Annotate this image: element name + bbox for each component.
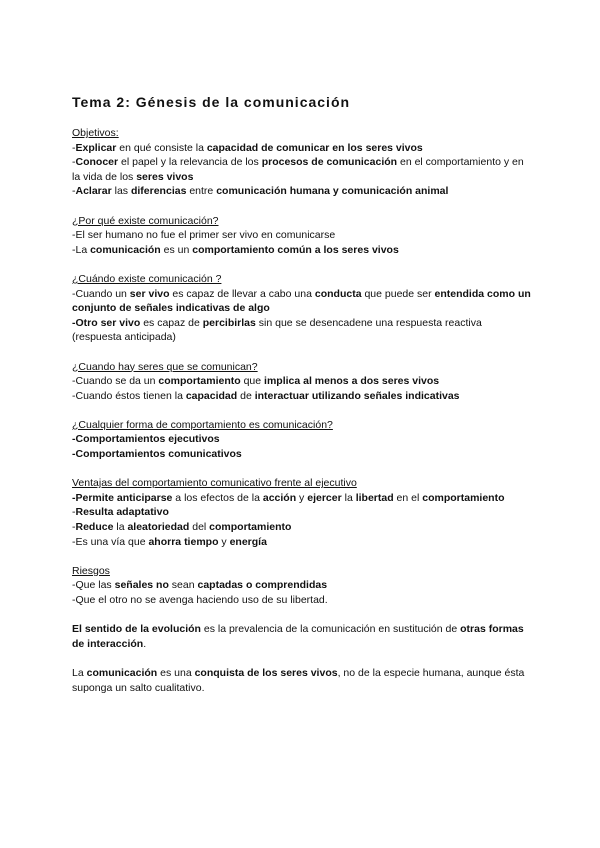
bold-text: Resulta adaptativo — [75, 506, 169, 519]
section-heading: ¿Cuando hay seres que se comunican? — [72, 360, 258, 373]
bold-text: Conocer — [75, 156, 119, 169]
document-body — [72, 126, 532, 710]
text-line — [72, 184, 532, 199]
text-line — [72, 389, 532, 404]
text-run: La — [72, 666, 87, 679]
section-heading: Ventajas del comportamiento comunicativo frente al ejecutivo — [72, 477, 357, 490]
bold-text: comportamiento — [209, 521, 292, 534]
text-line — [72, 505, 532, 520]
bold-text: comportamiento — [158, 375, 241, 388]
bold-text: energía — [229, 535, 267, 548]
bold-text: otras formas de interacción — [72, 623, 524, 650]
text-run: - — [72, 506, 76, 519]
text-run: - — [72, 521, 76, 534]
section — [72, 666, 532, 695]
section — [72, 622, 532, 651]
text-run: y — [218, 535, 230, 548]
bold-text: capacidad — [185, 389, 238, 402]
text-line — [72, 520, 532, 535]
text-line — [72, 432, 532, 447]
text-line — [72, 228, 532, 243]
section-heading: Riesgos — [72, 564, 110, 577]
bold-text: diferencias — [130, 185, 187, 198]
text-run: que puede ser — [361, 287, 435, 300]
bold-text: comportamiento común a los seres vivos — [192, 243, 399, 256]
bold-text: conquista de los seres vivos — [194, 666, 338, 679]
bold-text: ejercer — [307, 491, 342, 504]
bold-text: Aclarar — [75, 185, 112, 198]
text-run: -Cuando un — [72, 287, 130, 300]
text-line — [72, 491, 532, 506]
text-run: es una — [157, 666, 195, 679]
bold-text: -Comportamientos comunicativos — [72, 448, 242, 461]
text-run: sin que se desencadene una respuesta reactiva (respuesta anticipada) — [72, 316, 482, 344]
text-line — [72, 447, 532, 462]
text-run: y — [296, 491, 308, 504]
section-heading: ¿Cualquier forma de comportamiento es comunicación? — [72, 418, 333, 431]
text-run: - — [72, 141, 76, 154]
text-line — [72, 141, 532, 156]
bold-text: capacidad de comunicar en los seres vivos — [206, 141, 423, 154]
text-run: las — [111, 185, 131, 198]
section — [72, 476, 532, 549]
text-line — [72, 622, 532, 651]
bold-text: comunicación — [86, 666, 158, 679]
text-run: -El ser humano no fue el primer ser vivo en comunicarse — [72, 229, 336, 242]
bold-text: aleatoriedad — [127, 521, 190, 534]
section-heading: ¿Por qué existe comunicación? — [72, 214, 219, 227]
bold-text: comportamiento — [422, 491, 505, 504]
bold-text: interactuar utilizando señales indicativas — [254, 389, 460, 402]
section — [72, 360, 532, 404]
section-heading: ¿Cuándo existe comunicación ? — [72, 272, 222, 285]
section-heading: Objetivos: — [72, 127, 119, 139]
text-run: en el — [393, 491, 423, 504]
bold-text: entendida como un conjunto de señales indicativas de algo — [72, 287, 531, 315]
text-line — [72, 316, 532, 345]
text-run: es capaz de llevar a cabo una — [169, 287, 315, 300]
bold-text: procesos de comunicación — [261, 156, 398, 169]
text-run: -Cuando se da un — [72, 375, 159, 388]
text-line — [72, 155, 532, 184]
text-run: en el comportamiento y en la vida de los — [72, 156, 524, 183]
section — [72, 272, 532, 345]
document-title: Tema 2: Génesis de la comunicación — [72, 94, 351, 110]
text-run: en qué consiste la — [116, 141, 207, 154]
bold-text: -Comportamientos ejecutivos — [72, 433, 220, 446]
text-run: entre — [186, 185, 217, 198]
section — [72, 564, 532, 608]
text-run: la — [113, 521, 128, 534]
text-run: de — [237, 389, 255, 402]
bold-text: -Permite anticiparse — [72, 491, 173, 504]
text-run: es la prevalencia de la comunicación en sustitución de — [200, 623, 461, 636]
section — [72, 418, 532, 462]
bold-text: Reduce — [75, 521, 114, 534]
bold-text: ser vivo — [129, 287, 170, 300]
bold-text: libertad — [355, 491, 394, 504]
text-line — [72, 535, 532, 550]
text-run: el papel y la relevancia de los — [118, 156, 262, 169]
section — [72, 214, 532, 258]
text-run: , no de la especie humana, aunque ésta suponga un salto cualitativo. — [72, 666, 525, 694]
text-run: sean — [168, 579, 198, 592]
bold-text: ahorra tiempo — [148, 535, 219, 548]
bold-text: El sentido de la evolución — [72, 623, 201, 636]
text-run: la — [341, 491, 356, 504]
bold-text: conducta — [314, 287, 362, 300]
bold-text: señales no — [114, 579, 169, 592]
text-run: es capaz de — [140, 316, 203, 329]
bold-text: acción — [262, 491, 297, 504]
text-line — [72, 287, 532, 316]
text-run: . — [143, 637, 147, 650]
text-run: - — [72, 156, 76, 169]
text-line — [72, 374, 532, 389]
bold-text: Explicar — [75, 141, 117, 154]
text-line — [72, 578, 532, 593]
text-run: -Que las — [72, 579, 115, 592]
bold-text: percibirlas — [202, 316, 256, 329]
text-run: - — [72, 185, 76, 198]
bold-text: implica al menos a dos seres vivos — [264, 375, 440, 388]
bold-text: comunicación — [90, 243, 161, 256]
text-run: -Cuando éstos tienen la — [72, 389, 186, 402]
text-run: -Es una vía que — [72, 535, 149, 548]
text-run: -Que el otro no se avenga haciendo uso de su libertad. — [72, 594, 328, 606]
section — [72, 126, 532, 199]
text-run: -La — [72, 243, 91, 256]
text-line — [72, 593, 532, 608]
text-line — [72, 666, 532, 695]
text-run: es un — [160, 243, 193, 256]
text-run: que — [240, 375, 265, 388]
bold-text: seres vivos — [136, 170, 194, 183]
text-run: a los efectos de la — [172, 491, 263, 504]
bold-text: -Otro ser vivo — [72, 316, 141, 329]
text-run: del — [189, 521, 210, 534]
bold-text: comunicación humana y comunicación animal — [216, 185, 449, 198]
bold-text: captadas o comprendidas — [197, 579, 328, 592]
text-line — [72, 243, 532, 258]
